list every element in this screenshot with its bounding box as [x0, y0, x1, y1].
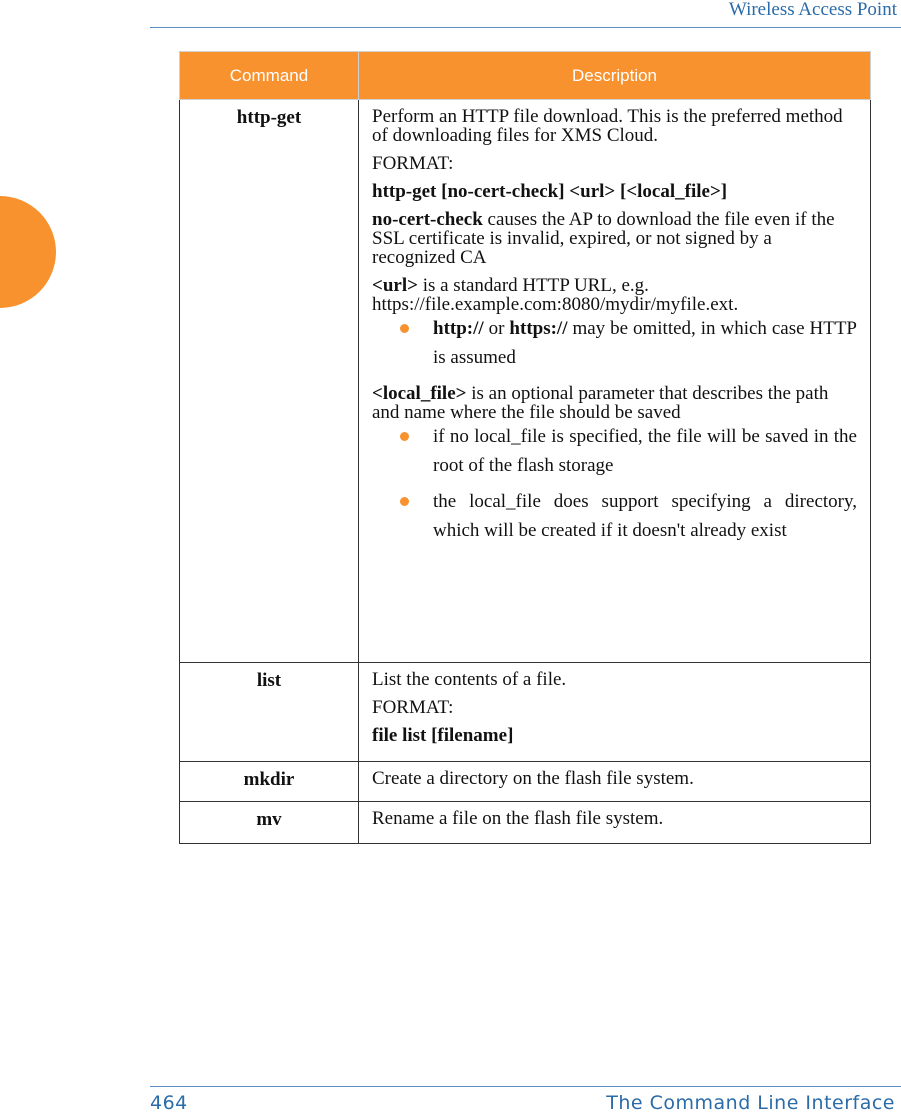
bullet-list: [372, 314, 857, 372]
table-row: [180, 663, 871, 762]
description-text: Perform an HTTP file download. This is the preferred method of downloading files for XMS Cloud.: [372, 106, 843, 146]
bullet-icon: [400, 432, 409, 441]
command-name: mv: [180, 802, 359, 844]
param-text: is an optional parameter that describes the path and name where the file should be saved: [372, 383, 829, 423]
command-table: [179, 51, 871, 844]
column-header-description: Description: [359, 52, 871, 100]
bullet-icon: [400, 324, 409, 333]
param-term: <local_file>: [372, 383, 467, 404]
bullet-list: [372, 422, 857, 545]
bullet-text: the local_file does support specifying a directory, which will be created if it doesn't already exist: [433, 491, 857, 541]
param-local-file: [372, 384, 857, 422]
command-syntax: http-get [no-cert-check] <url> [<local_file>]: [372, 181, 728, 202]
param-term: no-cert-check: [372, 209, 483, 230]
list-item: [372, 487, 857, 545]
command-name: http-get: [180, 100, 359, 663]
bullet-text: or: [483, 318, 510, 339]
bullet-term: http://: [433, 318, 484, 339]
page-number: 464: [150, 1092, 188, 1114]
bullet-text: may be omitted, in which case HTTP is assumed: [433, 318, 857, 368]
bullet-text: if no local_file is specified, the file will be saved in the root of the flash storage: [433, 426, 857, 476]
command-description: [359, 663, 871, 762]
bullet-icon: [400, 497, 409, 506]
list-item: [372, 422, 857, 480]
bullet-term: https://: [509, 318, 568, 339]
param-url: [372, 276, 857, 314]
param-term: <url>: [372, 275, 418, 296]
table-row: [180, 802, 871, 844]
param-text: causes the AP to download the file even if the SSL certificate is invalid, expired, or not signed by a recognized CA: [372, 209, 835, 268]
command-name: list: [180, 663, 359, 762]
command-syntax: file list [filename]: [372, 725, 514, 746]
running-footer-title: The Command Line Interface: [606, 1092, 895, 1114]
format-label: FORMAT:: [372, 697, 454, 718]
description-text: List the contents of a file.: [372, 669, 567, 690]
footer-rule: [150, 1086, 901, 1087]
command-description: Create a directory on the flash file system.: [359, 762, 871, 802]
header-rule: [150, 27, 901, 28]
table-row: [180, 762, 871, 802]
param-text: is a standard HTTP URL, e.g. https://file.example.com:8080/mydir/myfile.ext.: [372, 275, 739, 315]
command-description: Rename a file on the flash file system.: [359, 802, 871, 844]
table-row: [180, 100, 871, 663]
param-no-cert-check: [372, 210, 857, 267]
column-header-command: Command: [180, 52, 359, 100]
list-item: [372, 314, 857, 372]
table-header-row: [180, 52, 871, 100]
format-label: FORMAT:: [372, 153, 454, 174]
command-description: [359, 100, 871, 663]
running-header-title: Wireless Access Point: [728, 0, 897, 20]
command-name: mkdir: [180, 762, 359, 802]
chapter-tab-marker: [0, 196, 56, 308]
